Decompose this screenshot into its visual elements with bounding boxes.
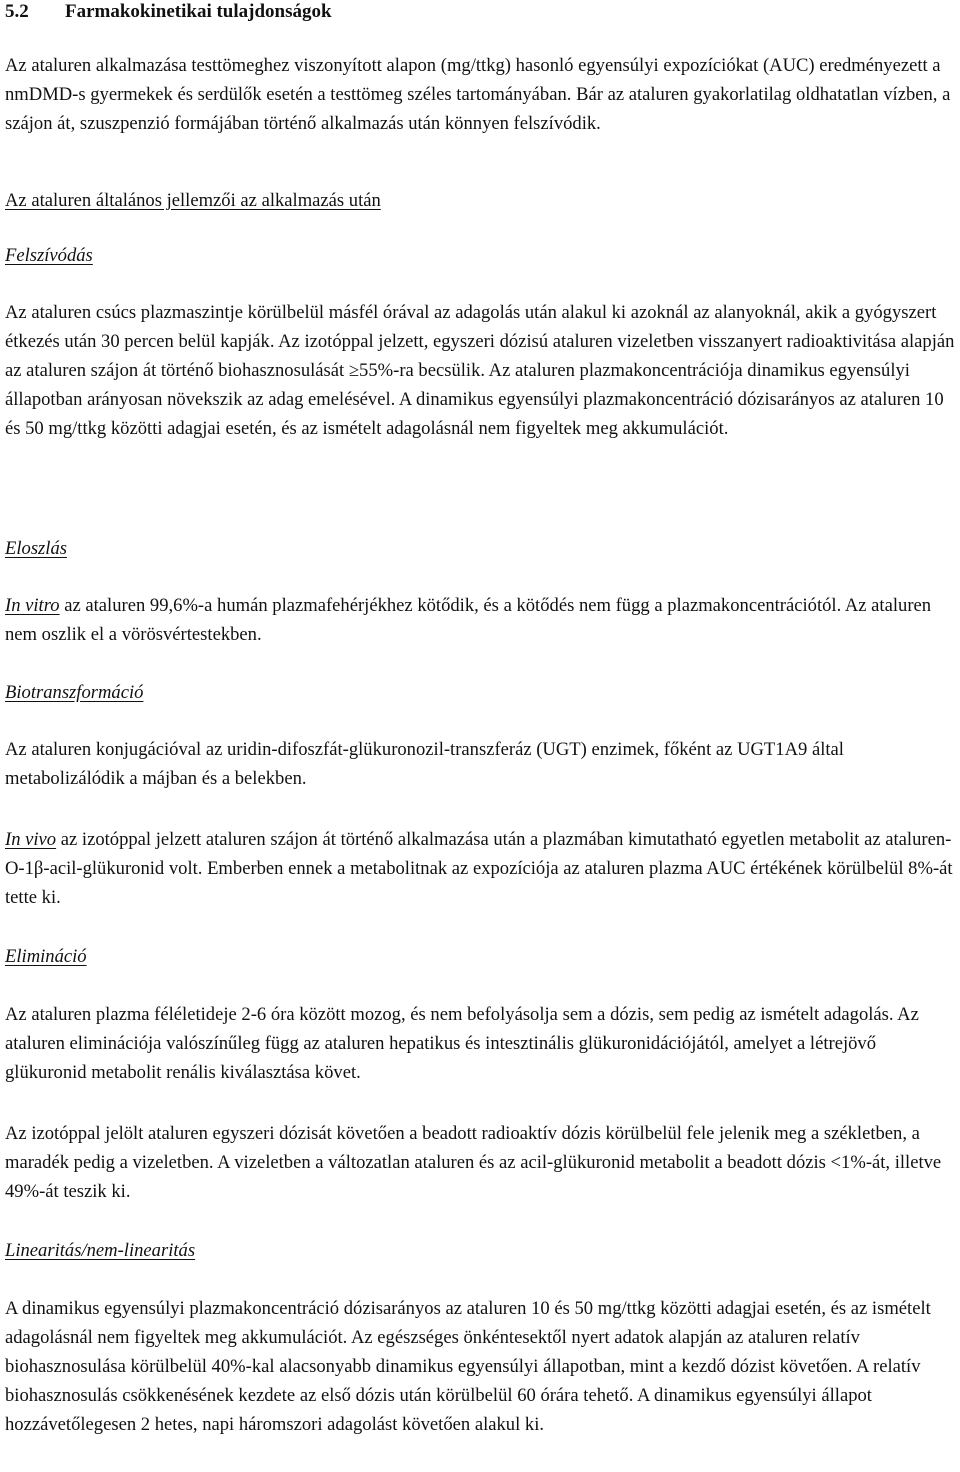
in-vivo-term: In vivo bbox=[5, 829, 57, 850]
absorption-heading: Felszívódás bbox=[5, 245, 93, 266]
section-title: Farmakokinetikai tulajdonságok bbox=[65, 1, 332, 22]
elimination-heading: Elimináció bbox=[5, 946, 87, 967]
biotransformation-heading: Biotranszformáció bbox=[5, 682, 144, 703]
section-heading bbox=[5, 0, 957, 24]
section-number: 5.2 bbox=[5, 1, 29, 22]
elimination-paragraph-1: Az ataluren plazma féléletideje 2-6 óra között mozog, és nem befolyásolja sem a dózis, sem pedig az ismételt adagolás. Az ataluren eliminációja valószínűleg függ az ataluren hepatikus és intesztinális glükuronidációjától, amelyet a létrejövő glükuronid metabolit renális kiválasztása követ. bbox=[5, 1004, 919, 1083]
biotransformation-text-2: az izotóppal jelzett ataluren szájon át történő alkalmazása után a plazmában kimutatható egyetlen metabolit az ataluren-O-1β-acil-glükuronid volt. Emberben ennek a metabolitnak az expozíciója az ataluren plazma AUC értékének körülbelül 8%-át tette ki. bbox=[5, 829, 953, 908]
general-characteristics-heading: Az ataluren általános jellemzői az alkalmazás után bbox=[5, 190, 381, 211]
linearity-heading: Linearitás/nem-linearitás bbox=[5, 1240, 196, 1261]
distribution-paragraph bbox=[5, 591, 957, 649]
biotransformation-paragraph-1: Az ataluren konjugációval az uridin-difoszfát-glükuronozil-transzferáz (UGT) enzimek, főként az UGT1A9 által metabolizálódik a májban és a belekben. bbox=[5, 739, 844, 789]
biotransformation-paragraph-2 bbox=[5, 825, 957, 912]
linearity-paragraph: A dinamikus egyensúlyi plazmakoncentráció dózisarányos az ataluren 10 és 50 mg/ttkg közötti adagjai esetén, és az ismételt adagolásnál nem figyeltek meg akkumulációt. Az egészséges önkéntesektől nyert adatok alapján az ataluren relatív biohasznosulása körülbelül 40%-kal alacsonyabb dinamikus egyensúlyi állapotban, mint a kezdő dózist követően. A relatív biohasznosulás csökkenésének kezdete az első dózis után körülbelül 60 órára tehető. A dinamikus egyensúlyi állapot hozzávetőlegesen 2 hetes, napi háromszori adagolást követően alakul ki. bbox=[5, 1298, 931, 1435]
distribution-text: az ataluren 99,6%-a humán plazmafehérjékhez kötődik, és a kötődés nem függ a plazmakoncentrációtól. Az ataluren nem oszlik el a vörösvértestekben. bbox=[5, 595, 932, 645]
distribution-heading: Eloszlás bbox=[5, 538, 67, 559]
absorption-paragraph: Az ataluren csúcs plazmaszintje körülbelül másfél órával az adagolás után alakul ki azoknál az alanyoknál, akik a gyógyszert étkezés után 30 percen belül kapják. Az izotóppal jelzett, egyszeri dózisú ataluren vizeletben visszanyert radioaktivitása alapján az ataluren szájon át történő biohasznosulását ≥55%-ra becsülik. Az ataluren plazmakoncentrációja dinamikus egyensúlyi állapotban arányosan növekszik az adag emelésével. A dinamikus egyensúlyi plazmakoncentráció dózisarányos az ataluren 10 és 50 mg/ttkg közötti adagjai esetén, és az ismételt adagolásnál nem figyeltek meg akkumulációt. bbox=[5, 302, 955, 439]
intro-paragraph: Az ataluren alkalmazása testtömeghez viszonyított alapon (mg/ttkg) hasonló egyensúlyi expozíciókat (AUC) eredményezett a nmDMD-s gyermekek és serdülők esetén a testtömeg széles tartományában. Bár az ataluren gyakorlatilag oldhatatlan vízben, a szájon át, szuszpenzió formájában történő alkalmazás után könnyen felszívódik. bbox=[5, 55, 951, 134]
in-vitro-term: In vitro bbox=[5, 595, 60, 616]
elimination-paragraph-2: Az izotóppal jelölt ataluren egyszeri dózisát követően a beadott radioaktív dózis körülbelül fele jelenik meg a székletben, a maradék pedig a vizeletben. A vizeletben a változatlan ataluren és az acil-glükuronid metabolit a beadott dózis <1%-át, illetve 49%-át teszik ki. bbox=[5, 1123, 942, 1202]
